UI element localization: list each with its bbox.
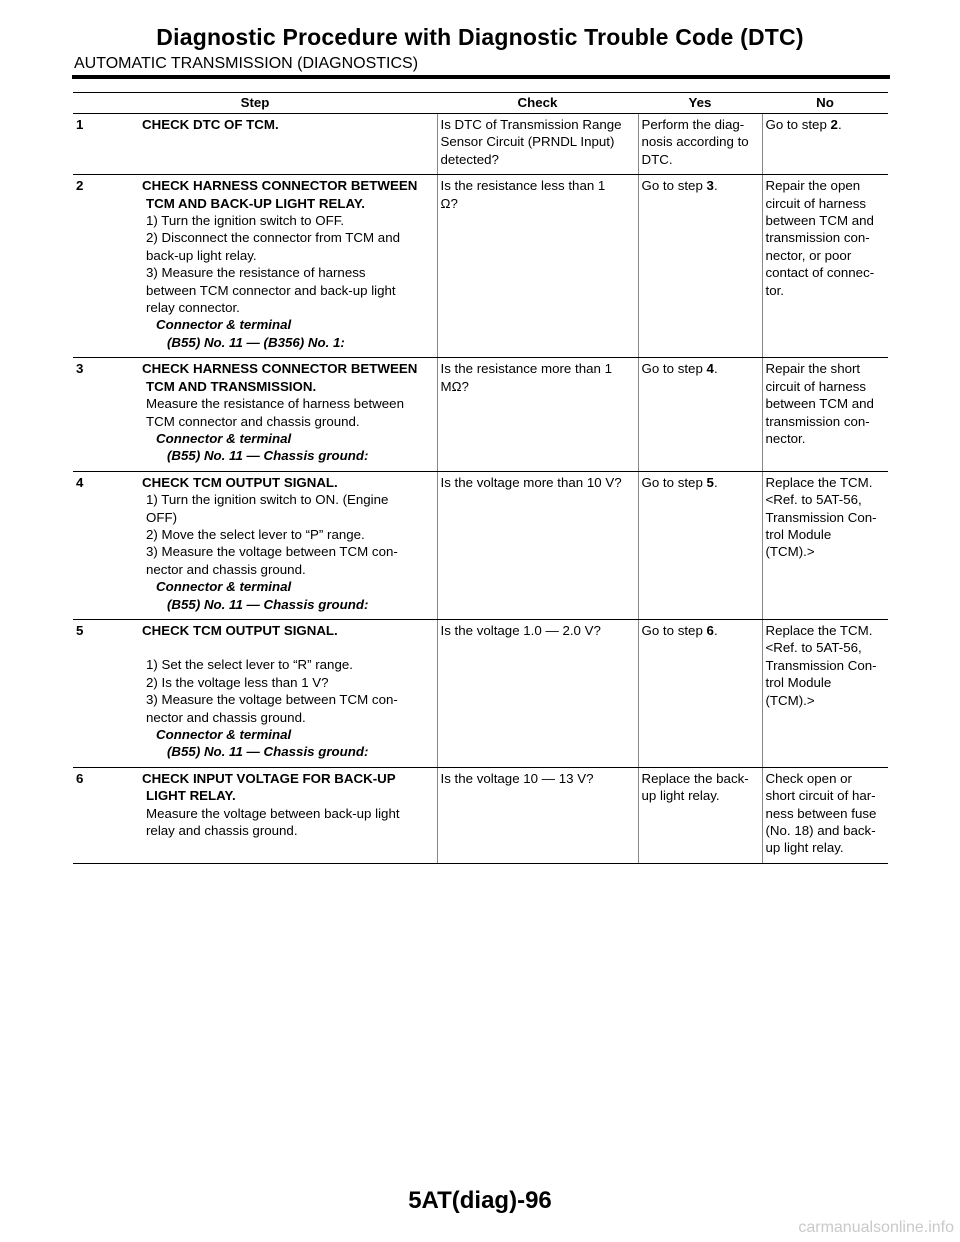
check-line: Is the resistance less than 1 [440, 178, 606, 194]
step-title: CHECK TCM OUTPUT SIGNAL. [142, 622, 338, 638]
step-title-line [76, 622, 434, 639]
no-line: circuit of harness [765, 195, 867, 211]
connector-terminal-value: (B55) No. 11 — Chassis ground: [167, 596, 369, 612]
yes-line: Go to step 6. [641, 622, 718, 638]
column-header-step: Step [73, 93, 437, 114]
table-row [73, 767, 888, 863]
procedure-line [76, 639, 434, 656]
yes-line: nosis according to [641, 134, 749, 150]
no-cell [762, 358, 888, 471]
procedure-line: 2) Is the voltage less than 1 V? [146, 674, 329, 690]
no-line: (No. 18) and back- [765, 823, 876, 839]
step-number: 3 [76, 361, 84, 377]
header-rule [72, 75, 890, 79]
procedure-line: relay connector. [146, 300, 240, 316]
step-title-line [76, 474, 434, 491]
step-title: CHECK HARNESS CONNECTOR BETWEEN [142, 178, 418, 194]
step-reference: 4 [706, 361, 714, 377]
step-title: CHECK DTC OF TCM. [142, 117, 279, 132]
step-title: CHECK INPUT VOLTAGE FOR BACK-UP [142, 770, 396, 786]
no-line: Repair the open [765, 178, 861, 194]
step-reference: 5 [706, 474, 714, 490]
procedure-line: nector and chassis ground. [146, 561, 306, 577]
connector-terminal-label: Connector & terminal [156, 430, 292, 446]
table-header-row [73, 93, 888, 114]
no-cell [762, 767, 888, 863]
step-title-line [76, 770, 434, 787]
yes-cell [638, 767, 762, 863]
check-cell [437, 358, 638, 471]
check-cell [437, 767, 638, 863]
no-line: Go to step 2. [765, 117, 842, 132]
procedure-line: 1) Turn the ignition switch to OFF. [146, 213, 345, 229]
connector-terminal-value: (B55) No. 11 — Chassis ground: [167, 744, 369, 760]
step-title-line: TCM AND TRANSMISSION. [146, 378, 317, 394]
step-title-line [76, 116, 434, 133]
no-line: Repair the short [765, 361, 861, 377]
dtc-procedure-table [73, 92, 888, 864]
step-number: 1 [76, 117, 84, 132]
page-number: 5AT(diag)-96 [408, 1187, 552, 1214]
no-line: (TCM).> [765, 692, 815, 708]
step-cell [73, 175, 437, 358]
no-line: <Ref. to 5AT-56, [765, 640, 862, 656]
yes-line: Go to step 3. [641, 178, 718, 194]
no-line: <Ref. to 5AT-56, [765, 492, 862, 508]
check-line: Sensor Circuit (PRNDL Input) [440, 134, 615, 150]
procedure-line: 1) Set the select lever to “R” range. [146, 657, 353, 673]
procedure-line: OFF) [146, 509, 178, 525]
yes-line: DTC. [641, 151, 673, 167]
no-line: (TCM).> [765, 544, 815, 560]
table-row [73, 114, 888, 175]
no-line: transmission con- [765, 230, 870, 246]
no-line: trol Module [765, 675, 832, 691]
yes-cell [638, 471, 762, 619]
no-line: Transmission Con- [765, 657, 877, 673]
no-line: between TCM and [765, 213, 874, 229]
no-line: tor. [765, 282, 784, 298]
check-line: Is the voltage 1.0 — 2.0 V? [440, 622, 601, 638]
no-cell [762, 175, 888, 358]
no-line: nector. [765, 430, 806, 446]
no-line: ness between fuse [765, 805, 877, 821]
no-line: circuit of harness [765, 378, 867, 394]
procedure-line: 3) Measure the voltage between TCM con- [146, 544, 398, 560]
step-cell [73, 619, 437, 767]
procedure-line: nector and chassis ground. [146, 709, 306, 725]
step-title: CHECK HARNESS CONNECTOR BETWEEN [142, 361, 418, 377]
step-cell [73, 471, 437, 619]
no-line: Check open or [765, 770, 852, 786]
check-cell [437, 471, 638, 619]
table-row [73, 471, 888, 619]
connector-terminal-label: Connector & terminal [156, 579, 292, 595]
no-line: Replace the TCM. [765, 622, 873, 638]
procedure-line: Measure the voltage between back-up light [146, 805, 400, 821]
no-line: transmission con- [765, 413, 870, 429]
section-subtitle: AUTOMATIC TRANSMISSION (DIAGNOSTICS) [74, 55, 419, 72]
table-row [73, 358, 888, 471]
no-cell [762, 114, 888, 175]
connector-terminal-label: Connector & terminal [156, 727, 292, 742]
connector-terminal-value: (B55) No. 11 — Chassis ground: [167, 448, 369, 464]
yes-line: Go to step 4. [641, 361, 718, 377]
no-line: nector, or poor [765, 247, 852, 263]
check-line: Ω? [440, 195, 458, 211]
table-row [73, 175, 888, 358]
no-line: trol Module [765, 526, 832, 542]
step-cell [73, 358, 437, 471]
no-line: contact of connec- [765, 265, 875, 281]
step-title-line: LIGHT RELAY. [146, 788, 236, 804]
connector-terminal-label: Connector & terminal [156, 317, 292, 333]
yes-line: Replace the back- [641, 770, 749, 786]
procedure-line: Measure the resistance of harness between [146, 396, 404, 412]
column-header-yes: Yes [638, 93, 762, 114]
procedure-line: back-up light relay. [146, 247, 257, 263]
step-cell [73, 114, 437, 175]
no-line: between TCM and [765, 396, 874, 412]
column-header-no: No [762, 93, 888, 114]
connector-terminal-value: (B55) No. 11 — (B356) No. 1: [167, 334, 345, 350]
page-title: Diagnostic Procedure with Diagnostic Trouble Code (DTC) [156, 24, 804, 50]
step-reference: 6 [706, 622, 714, 638]
check-line: Is the resistance more than 1 [440, 361, 612, 377]
no-line: Replace the TCM. [765, 474, 873, 490]
column-header-check: Check [437, 93, 638, 114]
procedure-line: 2) Disconnect the connector from TCM and [146, 230, 400, 246]
check-cell [437, 175, 638, 358]
table-row [73, 619, 888, 767]
yes-line: Perform the diag- [641, 117, 745, 132]
procedure-line: 3) Measure the resistance of harness [146, 265, 366, 281]
check-line: Is DTC of Transmission Range [440, 117, 622, 132]
step-number: 4 [76, 474, 84, 490]
step-reference: 3 [706, 178, 714, 194]
no-line: up light relay. [765, 840, 844, 856]
step-reference: 2 [830, 117, 838, 132]
no-cell [762, 471, 888, 619]
check-line: detected? [440, 151, 499, 167]
step-number: 5 [76, 622, 84, 638]
no-cell [762, 619, 888, 767]
step-number: 6 [76, 770, 84, 786]
no-line: Transmission Con- [765, 509, 877, 525]
check-line: Is the voltage more than 10 V? [440, 474, 622, 490]
procedure-line: 2) Move the select lever to “P” range. [146, 526, 365, 542]
yes-line: Go to step 5. [641, 474, 718, 490]
check-line: MΩ? [440, 378, 469, 394]
check-cell [437, 114, 638, 175]
yes-cell [638, 175, 762, 358]
step-title-line [76, 360, 434, 377]
procedure-line: 1) Turn the ignition switch to ON. (Engine [146, 492, 389, 508]
step-number: 2 [76, 178, 84, 194]
check-line: Is the voltage 10 — 13 V? [440, 770, 594, 786]
watermark: carmanualsonline.info [798, 1219, 954, 1236]
procedure-line: TCM connector and chassis ground. [146, 413, 360, 429]
yes-line: up light relay. [641, 788, 720, 804]
step-title-line: TCM AND BACK-UP LIGHT RELAY. [146, 195, 365, 211]
procedure-line: 3) Measure the voltage between TCM con- [146, 692, 398, 708]
yes-cell [638, 358, 762, 471]
step-title: CHECK TCM OUTPUT SIGNAL. [142, 474, 338, 490]
check-cell [437, 619, 638, 767]
yes-cell [638, 114, 762, 175]
no-line: short circuit of har- [765, 788, 876, 804]
yes-cell [638, 619, 762, 767]
procedure-line: between TCM connector and back-up light [146, 282, 396, 298]
step-title-line [76, 177, 434, 194]
procedure-line: relay and chassis ground. [146, 823, 298, 839]
step-cell [73, 767, 437, 863]
